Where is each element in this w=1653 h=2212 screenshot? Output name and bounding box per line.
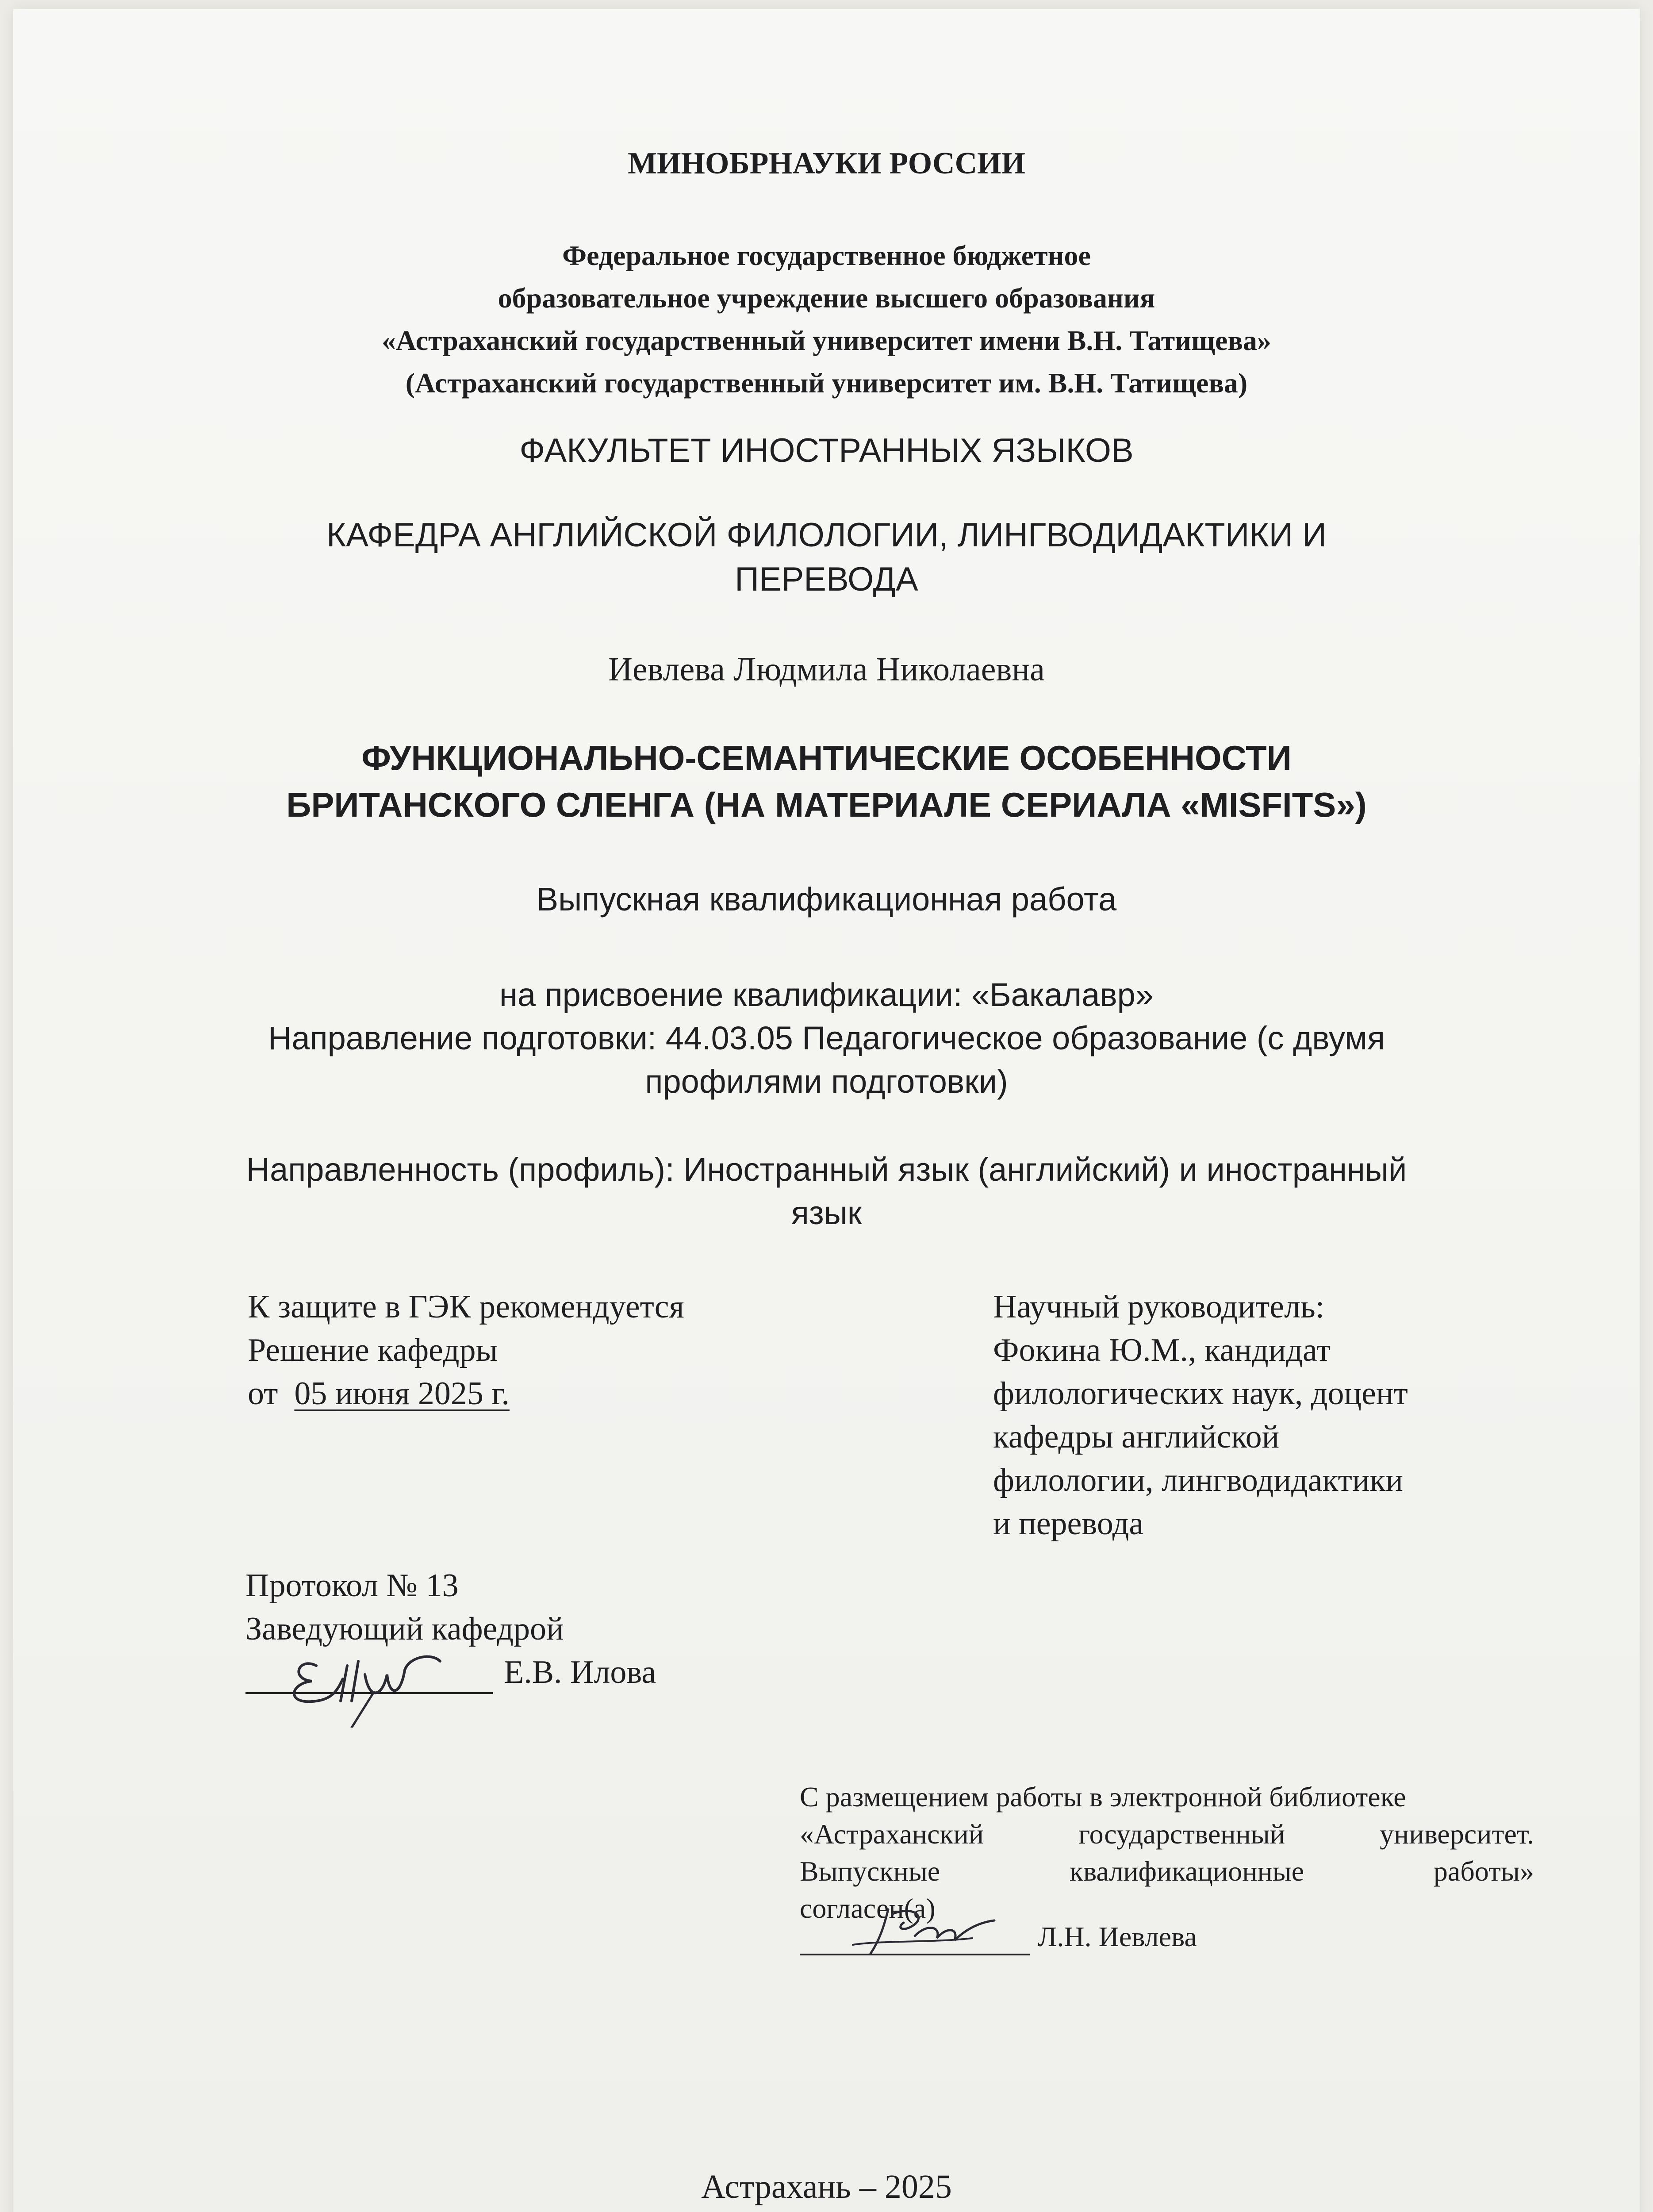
qualification-line: Направление подготовки: 44.03.05 Педагогическое образование (с двумя xyxy=(268,1020,1385,1056)
profile-line: Направленность (профиль): Иностранный язык (английский) и иностранный xyxy=(246,1151,1407,1188)
head-of-department-name: Е.В. Илова xyxy=(504,1654,656,1690)
supervisor-line: кафедры английской xyxy=(993,1419,1280,1455)
consent-line xyxy=(800,1853,1534,1890)
supervisor-line: и перевода xyxy=(993,1505,1144,1542)
consent-line xyxy=(800,1816,1534,1853)
author-name xyxy=(0,650,1653,689)
qualification-info xyxy=(0,973,1653,1103)
institution-line: образовательное учреждение высшего образования xyxy=(498,282,1155,314)
defense-date-prefix: от xyxy=(248,1375,278,1412)
head-signature-line xyxy=(245,1657,493,1694)
head-signature-row xyxy=(245,1651,656,1694)
defense-date-row xyxy=(248,1372,684,1415)
author-text: Иевлева Людмила Николаевна xyxy=(608,651,1045,688)
defense-decision-text: Решение кафедры xyxy=(248,1332,498,1368)
consent-line: С размещением работы в электронной библиотеке xyxy=(800,1781,1406,1813)
consent-word: работы» xyxy=(1433,1855,1534,1887)
profile-line: язык xyxy=(791,1194,862,1231)
supervisor-line: филологии, лингводидактики xyxy=(993,1462,1403,1498)
ministry-text: МИНОБРНАУКИ РОССИИ xyxy=(627,146,1026,180)
defense-recommendation xyxy=(248,1285,684,1415)
consent-agree-text: согласен(а) xyxy=(800,1893,936,1924)
author-signature-line xyxy=(800,1923,1030,1955)
consent-word: университет. xyxy=(1380,1818,1534,1850)
institution-name xyxy=(0,234,1653,404)
work-type xyxy=(0,880,1653,918)
thesis-title-line: БРИТАНСКОГО СЛЕНГА (НА МАТЕРИАЛЕ СЕРИАЛА «MISFITS») xyxy=(286,785,1367,824)
defense-recommended-text: К защите в ГЭК рекомендуется xyxy=(248,1289,684,1325)
institution-line: Федеральное государственное бюджетное xyxy=(562,240,1091,271)
supervisor-line: Научный руководитель: xyxy=(993,1289,1325,1325)
work-type-text: Выпускная квалификационная работа xyxy=(536,881,1117,918)
protocol-number: Протокол № 13 xyxy=(245,1567,459,1604)
consent-word: государственный xyxy=(1078,1818,1285,1850)
consent-word: квалификационные xyxy=(1069,1855,1304,1887)
faculty-text: ФАКУЛЬТЕТ ИНОСТРАННЫХ ЯЗЫКОВ xyxy=(519,432,1134,469)
consent-word: «Астраханский xyxy=(800,1818,984,1850)
institution-line: (Астраханский государственный университет им. В.Н. Татищева) xyxy=(405,367,1248,399)
profile-info xyxy=(0,1148,1653,1235)
department-line: ПЕРЕВОДА xyxy=(735,561,918,598)
city-year xyxy=(0,2168,1653,2206)
author-signer-name: Л.Н. Иевлева xyxy=(1038,1921,1197,1952)
qualification-line: профилями подготовки) xyxy=(645,1063,1008,1100)
city-year-text: Астрахань – 2025 xyxy=(701,2168,952,2205)
department-line: КАФЕДРА АНГЛИЙСКОЙ ФИЛОЛОГИИ, ЛИНГВОДИДАКТИКИ И xyxy=(326,516,1327,554)
institution-line: «Астраханский государственный университет имени В.Н. Татищева» xyxy=(382,325,1271,356)
faculty-heading xyxy=(0,431,1653,470)
supervisor-info xyxy=(993,1285,1408,1545)
thesis-title xyxy=(0,734,1653,828)
department-heading xyxy=(0,513,1653,602)
library-consent xyxy=(800,1778,1534,1955)
protocol-block xyxy=(245,1564,656,1694)
head-of-department-title: Заведующий кафедрой xyxy=(245,1611,564,1647)
defense-date: 05 июня 2025 г. xyxy=(294,1375,510,1412)
author-signature-row xyxy=(800,1918,1534,1955)
ministry-heading xyxy=(0,146,1653,181)
thesis-title-line: ФУНКЦИОНАЛЬНО-СЕМАНТИЧЕСКИЕ ОСОБЕННОСТИ xyxy=(361,738,1292,777)
consent-word: Выпускные xyxy=(800,1855,940,1887)
supervisor-line: филологических наук, доцент xyxy=(993,1375,1408,1412)
supervisor-line: Фокина Ю.М., кандидат xyxy=(993,1332,1331,1368)
qualification-line: на присвоение квалификации: «Бакалавр» xyxy=(499,976,1154,1013)
